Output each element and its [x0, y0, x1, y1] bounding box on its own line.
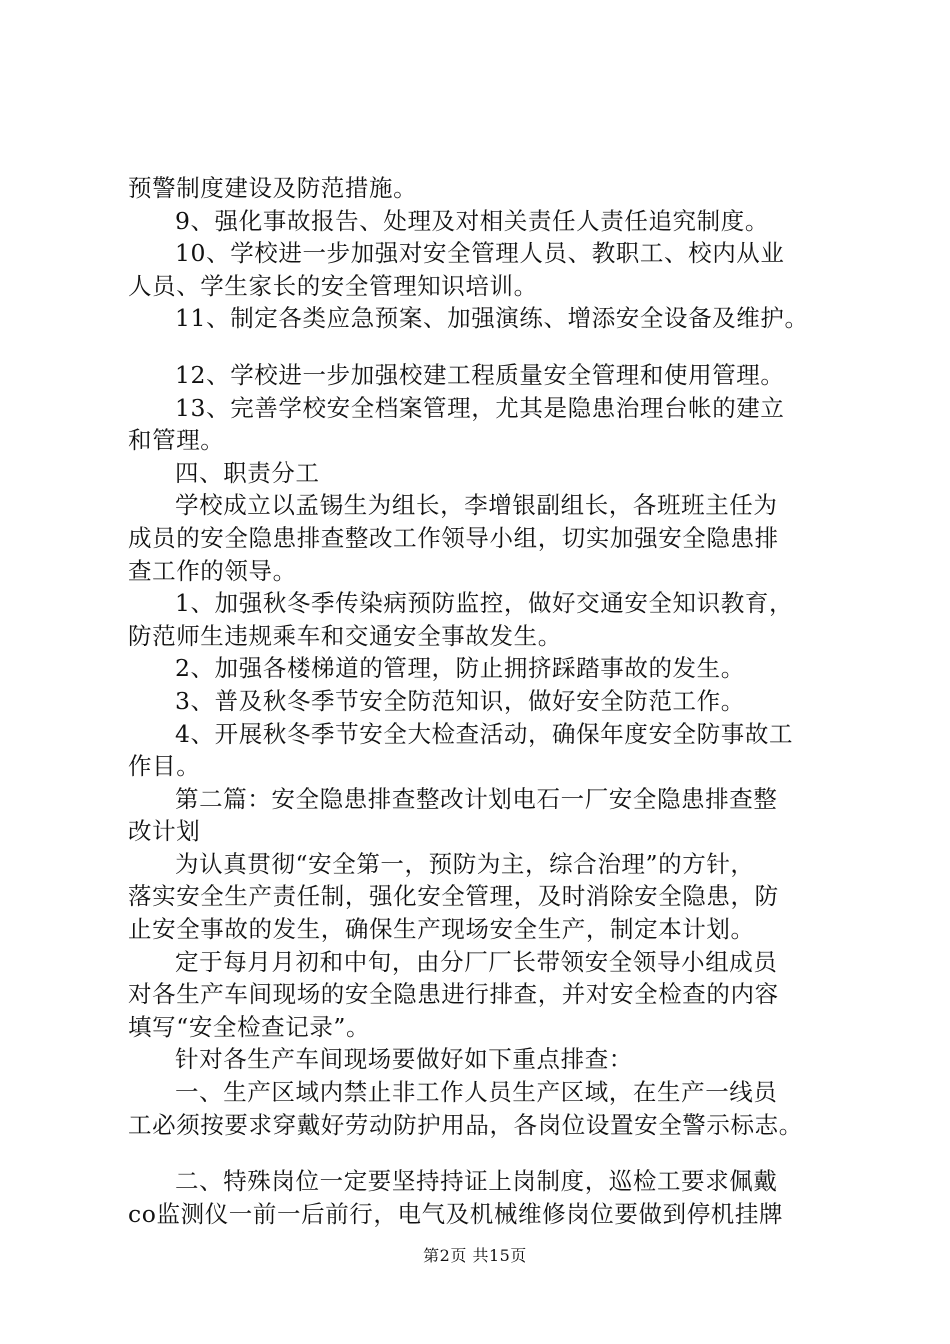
paragraph-line: 为认真贯彻“安全第一，预防为主，综合治理”的方针，	[175, 849, 755, 878]
paragraph-line: 和管理。	[128, 426, 225, 455]
page-number-footer: 第2页 共15页	[423, 1246, 527, 1265]
paragraph-line: 学校成立以孟锡生为组长，李增银副组长，各班班主任为	[175, 491, 778, 520]
paragraph-line: 12、学校进一步加强校建工程质量安全管理和使用管理。	[175, 360, 785, 389]
paragraph-line: 2、加强各楼梯道的管理，防止拥挤踩踏事故的发生。	[175, 654, 745, 683]
paragraph-line: 9、强化事故报告、处理及对相关责任人责任追究制度。	[175, 206, 769, 235]
paragraph-line: 落实安全生产责任制，强化安全管理，及时消除安全隐患，防	[128, 882, 779, 911]
paragraph-line: 一、生产区域内禁止非工作人员生产区域，在生产一线员	[175, 1078, 778, 1107]
paragraph-line: 防范师生违规乘车和交通安全事故发生。	[128, 621, 562, 650]
article-heading: 第二篇：安全隐患排查整改计划电石一厂安全隐患排查整	[175, 784, 778, 813]
document-body	[128, 172, 850, 1230]
paragraph-line: 4、开展秋冬季节安全大检查活动，确保年度安全防事故工	[175, 719, 794, 748]
paragraph-line: 人员、学生家长的安全管理知识培训。	[128, 271, 538, 300]
paragraph-line: 3、普及秋冬季节安全防范知识，做好安全防范工作。	[175, 686, 745, 715]
paragraph-line: 预警制度建设及防范措施。	[128, 174, 418, 202]
paragraph-line: 10、学校进一步加强对安全管理人员、教职工、校内从业	[175, 239, 785, 268]
paragraph-line: 11、制定各类应急预案、加强演练、增添安全设备及维护。	[175, 304, 809, 333]
paragraph-gap	[128, 335, 850, 359]
paragraph-line: 止安全事故的发生，确保生产现场安全生产，制定本计划。	[128, 915, 755, 944]
paragraph-line: 作目。	[128, 752, 201, 781]
paragraph-line: 成员的安全隐患排查整改工作领导小组，切实加强安全隐患排	[128, 523, 779, 552]
paragraph-line: co监测仪一前一后前行，电气及机械维修岗位要做到停机挂牌	[128, 1199, 784, 1228]
paragraph-line: 二、特殊岗位一定要坚持持证上岗制度，巡检工要求佩戴	[175, 1167, 778, 1196]
paragraph-line: 针对各生产车间现场要做好如下重点排查：	[175, 1045, 633, 1074]
paragraph-line: 1、加强秋冬季传染病预防监控，做好交通安全知识教育，	[175, 589, 794, 618]
paragraph-line: 定于每月月初和中旬，由分厂厂长带领安全领导小组成员	[175, 947, 778, 976]
paragraph-gap	[128, 1141, 850, 1165]
section-heading: 四、职责分工	[175, 458, 320, 487]
paragraph-line: 工必须按要求穿戴好劳动防护用品，各岗位设置安全警示标志。	[128, 1110, 803, 1139]
article-heading: 改计划	[128, 817, 201, 846]
paragraph-line: 查工作的领导。	[128, 556, 297, 585]
paragraph-line: 13、完善学校安全档案管理，尤其是隐患治理台帐的建立	[175, 393, 785, 422]
paragraph-line: 填写“安全检查记录”。	[128, 1012, 371, 1041]
paragraph-line: 对各生产车间现场的安全隐患进行排查，并对安全检查的内容	[128, 980, 779, 1009]
